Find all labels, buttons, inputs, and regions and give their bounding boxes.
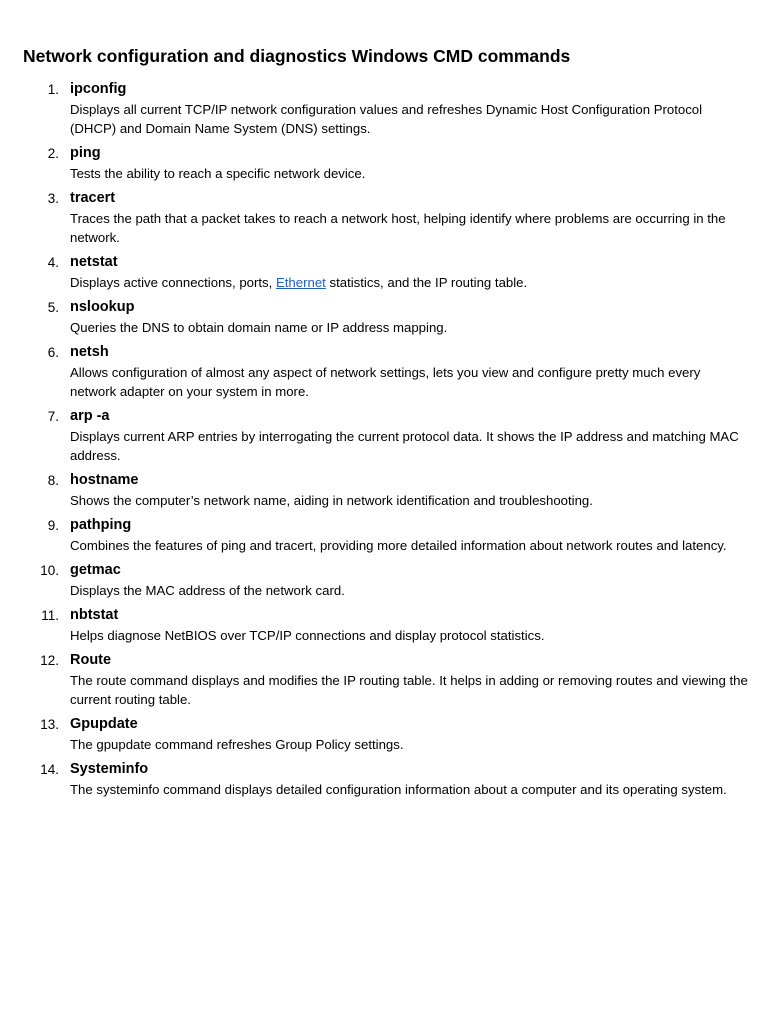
command-description: Queries the DNS to obtain domain name or IP address mapping. [70, 320, 448, 335]
list-number: 13. [40, 717, 59, 732]
list-number: 12. [40, 653, 59, 668]
command-description: Combines the features of ping and tracert, providing more detailed information about network routes and latency. [70, 538, 727, 553]
list-item-tracert [23, 188, 748, 247]
list-item-getmac [23, 560, 748, 600]
command-description: Allows configuration of almost any aspect of network settings, lets you view and configure pretty much every network adapter on your system in more. [70, 365, 701, 399]
command-name: pathping [70, 517, 132, 533]
command-description [70, 273, 748, 292]
document-title: Network configuration and diagnostics Windows CMD commands [23, 46, 571, 66]
list-number: 9. [47, 518, 59, 533]
list-number: 10. [40, 563, 59, 578]
command-description: The gpupdate command refreshes Group Policy settings. [70, 737, 404, 752]
list-item-nbtstat [23, 605, 748, 645]
command-name: nslookup [70, 299, 135, 315]
command-name: ping [70, 145, 101, 161]
list-item-netstat [23, 252, 748, 292]
list-item-netsh [23, 342, 748, 401]
command-name: arp -a [70, 408, 110, 424]
description-text-before: Displays active connections, ports, [70, 275, 276, 290]
list-number: 5. [47, 300, 59, 315]
command-name: hostname [70, 472, 139, 488]
command-list [23, 79, 748, 799]
list-number: 6. [47, 345, 59, 360]
list-number: 8. [47, 473, 59, 488]
list-item-ipconfig [23, 79, 748, 138]
command-name: Gpupdate [70, 716, 138, 732]
command-name: nbtstat [70, 607, 119, 623]
list-item-systeminfo [23, 759, 748, 799]
command-description: Shows the computer’s network name, aiding in network identification and troubleshooting. [70, 493, 593, 508]
list-item-route [23, 650, 748, 709]
list-number: 11. [41, 608, 59, 623]
command-name: netsh [70, 344, 109, 360]
command-name: Systeminfo [70, 761, 149, 777]
list-item-pathping [23, 515, 748, 555]
list-item-hostname [23, 470, 748, 510]
list-number: 4. [47, 255, 59, 270]
description-text-after: statistics, and the IP routing table. [325, 275, 528, 290]
command-description: Displays the MAC address of the network card. [70, 583, 345, 598]
list-item-arp [23, 406, 748, 465]
command-description: Tests the ability to reach a specific network device. [70, 166, 366, 181]
command-description: Helps diagnose NetBIOS over TCP/IP connections and display protocol statistics. [70, 628, 545, 643]
command-name: getmac [70, 562, 121, 578]
list-number: 2. [47, 146, 59, 161]
list-number: 14. [40, 762, 59, 777]
list-number: 3. [47, 191, 59, 206]
command-description: The route command displays and modifies the IP routing table. It helps in adding or removing routes and viewing the current routing table. [70, 673, 748, 707]
list-item-gpupdate [23, 714, 748, 754]
command-description: Displays current ARP entries by interrogating the current protocol data. It shows the IP address and matching MAC address. [70, 429, 739, 463]
command-name: Route [70, 652, 112, 668]
ethernet-link[interactable]: Ethernet [275, 275, 326, 290]
command-name: ipconfig [70, 81, 127, 97]
list-number: 1. [47, 82, 59, 97]
command-description: Traces the path that a packet takes to reach a network host, helping identify where problems are occurring in the network. [70, 211, 726, 245]
command-name: netstat [70, 254, 118, 270]
list-number: 7. [47, 409, 59, 424]
list-item-nslookup [23, 297, 748, 337]
command-description: The systeminfo command displays detailed configuration information about a computer and its operating system. [70, 782, 727, 797]
command-name: tracert [70, 190, 116, 206]
list-item-ping [23, 143, 748, 183]
command-description: Displays all current TCP/IP network configuration values and refreshes Dynamic Host Configuration Protocol (DHCP) and Domain Name System (DNS) settings. [70, 102, 703, 136]
